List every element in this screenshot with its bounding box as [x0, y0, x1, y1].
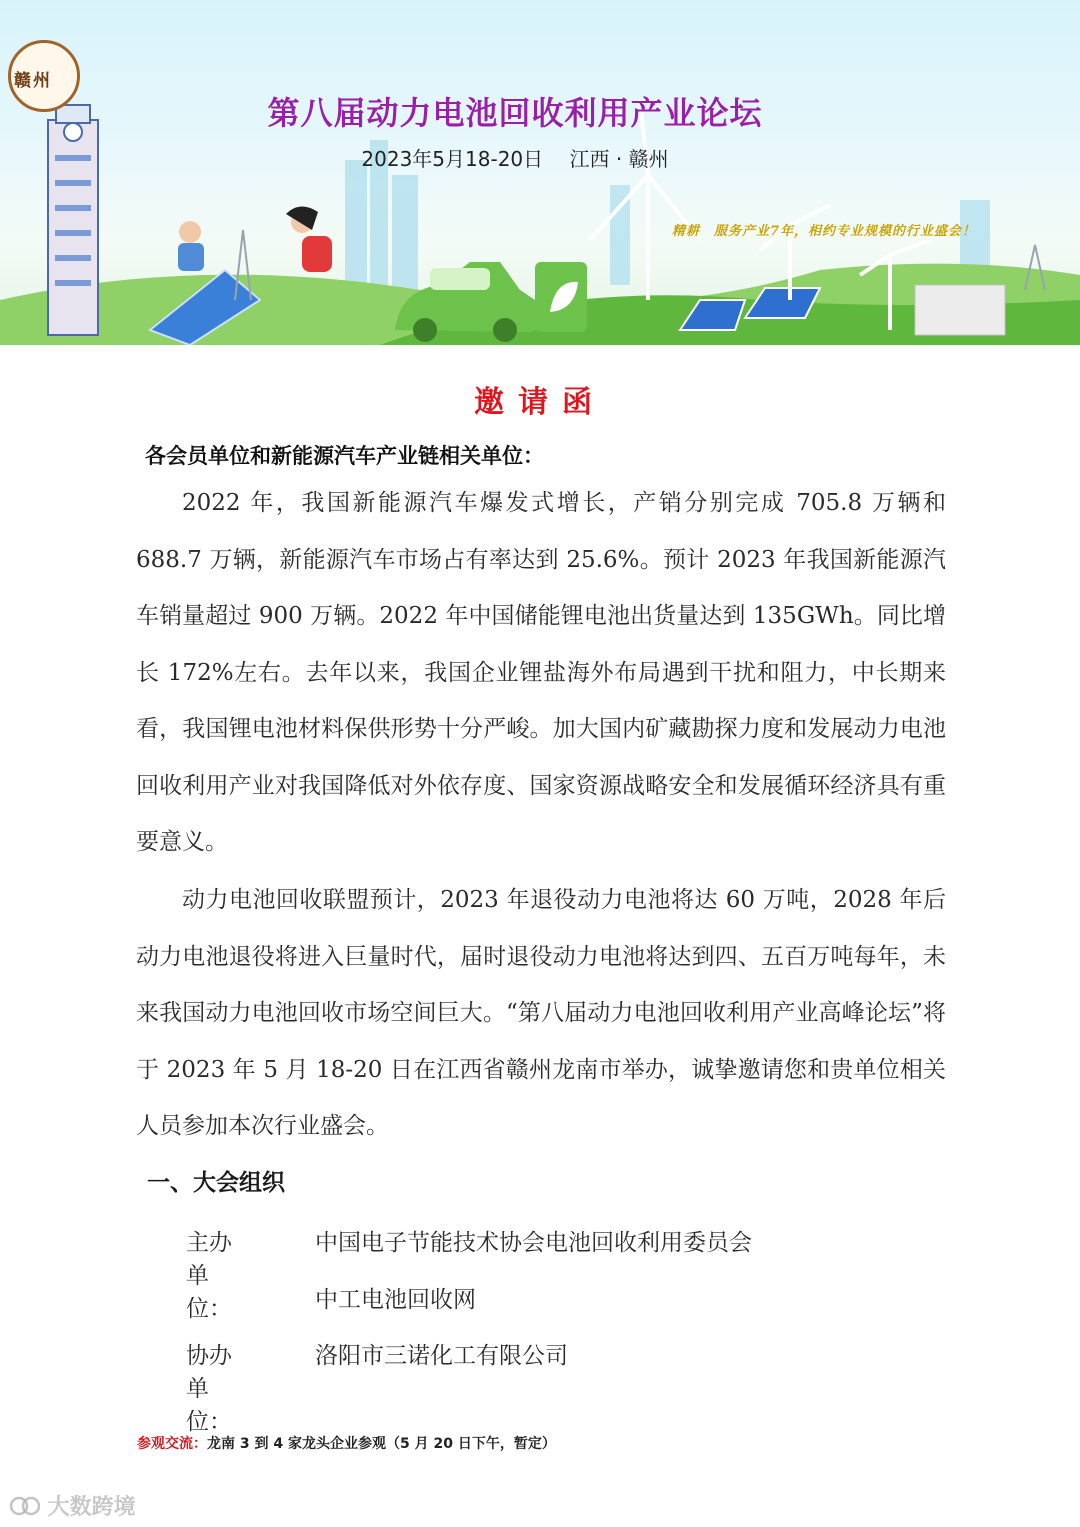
logo-text: 赣州 [14, 71, 52, 91]
section-title-organization: 一、大会组织 [147, 1170, 285, 1196]
organizer-name-2: 中工电池回收网 [315, 1287, 476, 1313]
header-banner [0, 0, 1080, 345]
salutation: 各会员单位和新能源汽车产业链相关单位： [145, 444, 544, 468]
forum-slogan: 精耕 服务产业7年，相约专业规模的行业盛会！ [672, 224, 977, 239]
paragraph-1: 2022 年，我国新能源汽车爆发式增长，产销分别完成 705.8 万辆和 688.7 万辆，新能源汽车市场占有率达到 25.6%。预计 2023 年我国新能源汽车销量超过 900 万辆。2022 年中国储能锂电池出货量达到 135GWh。同比增长 172%左右。去年以来，我国企业锂盐海外布局遇到干扰和阻力，中长期来看，我国锂电池材料保供形势十分严峻。加大国内矿藏勘探力度和发展动力电池回收利用产业对我国降低对外依存度、国家资源战略安全和发展循环经济具有重要意义。 [136, 490, 946, 855]
visit-label: 参观交流： [137, 1436, 207, 1452]
banner-illustration [0, 0, 1080, 345]
tower-illustration [48, 105, 98, 335]
organizer-name-1: 中国电子节能技术协会电池回收利用委员会 [315, 1230, 752, 1256]
coorganizer-name: 洛阳市三诺化工有限公司 [315, 1343, 568, 1369]
organizer-label: 主办单位： [186, 1230, 232, 1322]
watermark-logo-icon [10, 1495, 40, 1517]
visit-text: 龙南 3 到 4 家龙头企业参观（5 月 20 日下午，暂定） [207, 1436, 556, 1452]
invitation-heading: 邀请函 [474, 385, 606, 420]
forum-date-location: 2023年5月18-20日 江西 · 赣州 [361, 147, 669, 171]
visit-footnote [137, 1433, 556, 1453]
coorganizer-label: 协办单位： [186, 1343, 232, 1435]
forum-title: 第八届动力电池回收利用产业论坛 [267, 94, 763, 132]
watermark-text: 大数跨境 [47, 1495, 136, 1520]
paragraph-2: 动力电池回收联盟预计，2023 年退役动力电池将达 60 万吨，2028 年后动力电池退役将进入巨量时代，届时退役动力电池将达到四、五百万吨每年，未来我国动力电池回收市场空间巨大。“第八届动力电池回收利用产业高峰论坛”将于 2023 年 5 月 18-20 日在江西省赣州龙南市举办，诚挚邀请您和贵单位相关人员参加本次行业盛会。 [136, 887, 946, 1139]
watermark [10, 1490, 136, 1521]
